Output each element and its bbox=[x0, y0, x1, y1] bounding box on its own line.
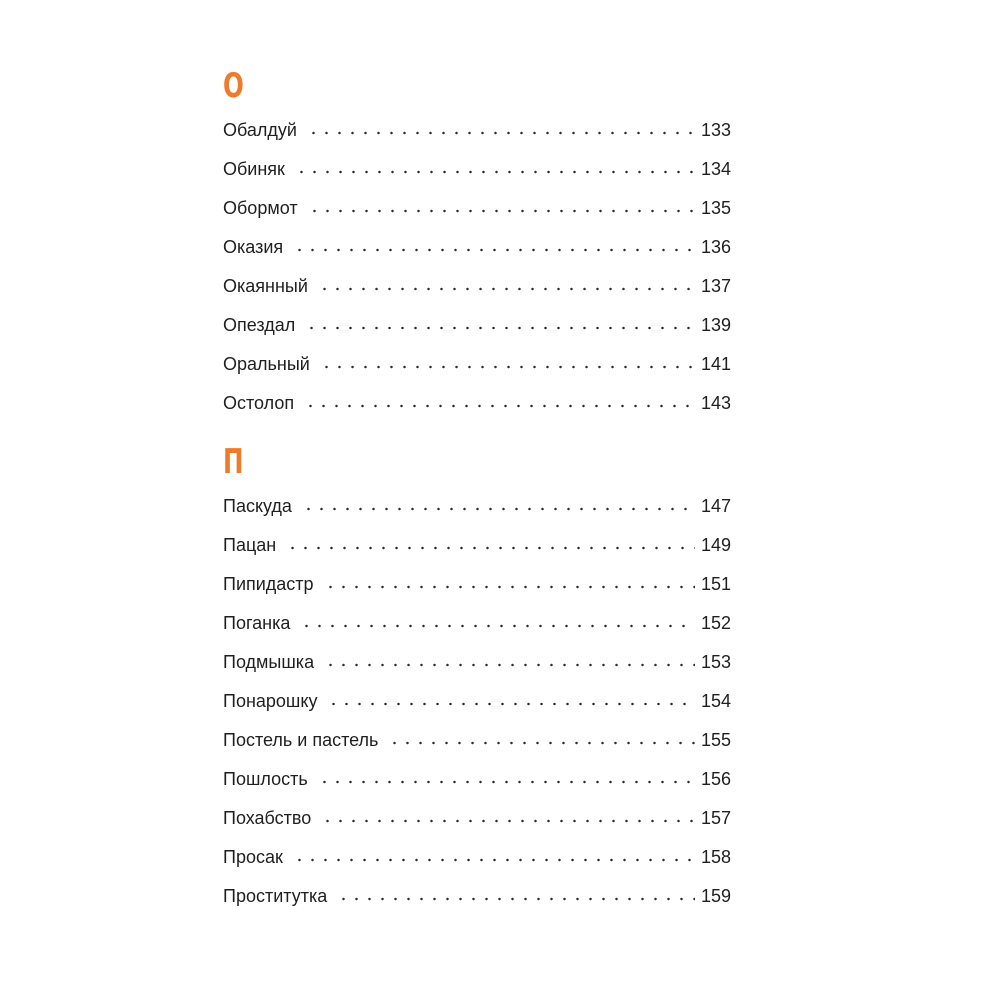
toc-entry[interactable] bbox=[223, 845, 731, 869]
entry-page-number: 135 bbox=[700, 198, 731, 218]
entry-title: Постель и пастель bbox=[223, 730, 379, 750]
dot-leader bbox=[308, 208, 695, 214]
entry-page-number: 147 bbox=[700, 496, 731, 516]
section-letter: П bbox=[223, 442, 244, 482]
entry-title: Опездал bbox=[223, 315, 296, 335]
entry-page-number: 159 bbox=[700, 886, 731, 906]
entry-page-number: 149 bbox=[700, 535, 731, 555]
dot-leader bbox=[324, 662, 695, 668]
toc-entry[interactable] bbox=[223, 689, 731, 713]
toc-section-p bbox=[223, 442, 731, 906]
dot-leader bbox=[293, 857, 695, 863]
toc-entry[interactable] bbox=[223, 494, 731, 518]
entry-title: Пипидастр bbox=[223, 574, 314, 594]
entry-page-number: 153 bbox=[700, 652, 731, 672]
dot-leader bbox=[324, 584, 695, 590]
entry-title: Оральный bbox=[223, 354, 310, 374]
entry-page-number: 154 bbox=[700, 691, 731, 711]
toc-entry[interactable] bbox=[223, 767, 731, 791]
dot-leader bbox=[321, 818, 695, 824]
toc-entry[interactable] bbox=[223, 118, 731, 142]
entry-title: Обалдуй bbox=[223, 120, 297, 140]
toc-entry[interactable] bbox=[223, 728, 731, 752]
dot-leader bbox=[307, 130, 695, 136]
entry-page-number: 137 bbox=[700, 276, 731, 296]
dot-leader bbox=[293, 247, 695, 253]
toc-entry[interactable] bbox=[223, 235, 731, 259]
entry-title: Остолоп bbox=[223, 393, 295, 413]
entry-page-number: 156 bbox=[700, 769, 731, 789]
entry-page-number: 157 bbox=[700, 808, 731, 828]
toc-entry[interactable] bbox=[223, 391, 731, 415]
entry-title: Обиняк bbox=[223, 159, 285, 179]
dot-leader bbox=[318, 286, 695, 292]
dot-leader bbox=[318, 779, 695, 785]
entry-page-number: 152 bbox=[700, 613, 731, 633]
toc-entry[interactable] bbox=[223, 157, 731, 181]
entry-page-number: 136 bbox=[700, 237, 731, 257]
entry-page-number: 133 bbox=[700, 120, 731, 140]
entry-title: Пацан bbox=[223, 535, 277, 555]
entry-title: Поганка bbox=[223, 613, 291, 633]
toc-entry[interactable] bbox=[223, 196, 731, 220]
dot-leader bbox=[327, 701, 695, 707]
toc-section-o bbox=[223, 66, 731, 413]
entry-title: Понарошку bbox=[223, 691, 318, 711]
entry-page-number: 134 bbox=[700, 159, 731, 179]
entry-title: Проститутка bbox=[223, 886, 328, 906]
toc-entry[interactable] bbox=[223, 274, 731, 298]
dot-leader bbox=[286, 545, 695, 551]
entry-title: Подмышка bbox=[223, 652, 315, 672]
entry-page-number: 155 bbox=[700, 730, 731, 750]
entry-page-number: 139 bbox=[700, 315, 731, 335]
dot-leader bbox=[302, 506, 695, 512]
entry-page-number: 158 bbox=[700, 847, 731, 867]
toc-entry[interactable] bbox=[223, 611, 731, 635]
entry-page-number: 141 bbox=[700, 354, 731, 374]
entry-title: Окаянный bbox=[223, 276, 308, 296]
toc-entry[interactable] bbox=[223, 806, 731, 830]
toc-entry[interactable] bbox=[223, 572, 731, 596]
toc-entry[interactable] bbox=[223, 650, 731, 674]
entry-title: Паскуда bbox=[223, 496, 292, 516]
dot-leader bbox=[320, 364, 695, 370]
dot-leader bbox=[295, 169, 695, 175]
dot-leader bbox=[305, 325, 695, 331]
toc-entry[interactable] bbox=[223, 352, 731, 376]
toc-entry[interactable] bbox=[223, 313, 731, 337]
toc-entry[interactable] bbox=[223, 533, 731, 557]
entry-page-number: 151 bbox=[700, 574, 731, 594]
toc-entry[interactable] bbox=[223, 884, 731, 908]
section-letter: О bbox=[223, 66, 244, 106]
dot-leader bbox=[300, 623, 695, 629]
dot-leader bbox=[388, 740, 695, 746]
entry-title: Оказия bbox=[223, 237, 284, 257]
dot-leader bbox=[304, 403, 695, 409]
entry-title: Обормот bbox=[223, 198, 298, 218]
dot-leader bbox=[337, 896, 695, 902]
entry-page-number: 143 bbox=[700, 393, 731, 413]
entry-title: Пошлость bbox=[223, 769, 308, 789]
entry-title: Просак bbox=[223, 847, 283, 867]
entry-title: Похабство bbox=[223, 808, 312, 828]
